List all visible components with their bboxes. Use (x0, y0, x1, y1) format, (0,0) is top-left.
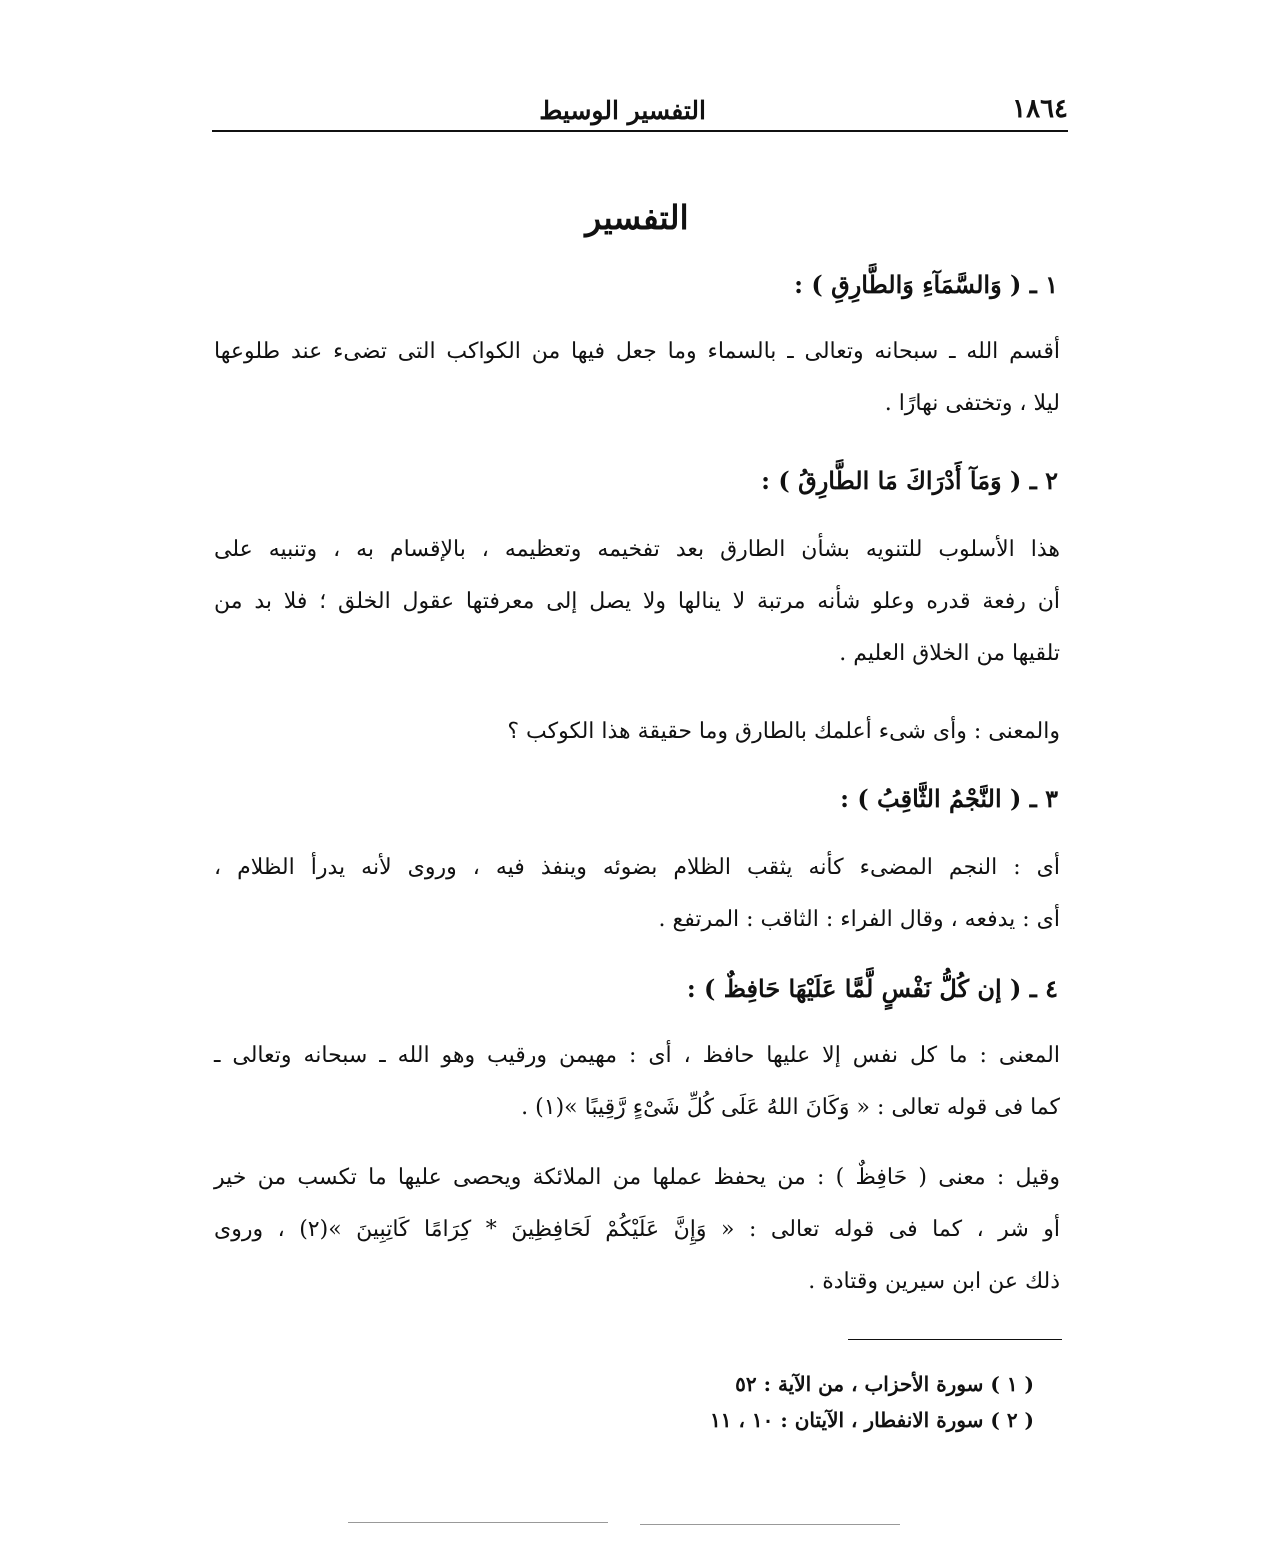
scan-artifact-line (640, 1524, 900, 1525)
paragraph-line: وقيل : معنى ( حَافِظٌ ) : من يحفظ عملها من الملائكة ويحصى عليها ما تكسب من خير (214, 1165, 1060, 1190)
running-title: التفسير الوسيط (539, 96, 706, 125)
commentary-paragraph-2 (214, 524, 1060, 680)
paragraph-line: أى : يدفعه ، وقال الفراء : الثاقب : المرتفع . (658, 907, 1060, 932)
verse-heading-3: ٣ ـ ( النَّجْمُ الثَّاقِبُ ) : (840, 784, 1058, 813)
commentary-paragraph-1 (214, 326, 1060, 430)
paragraph-line: تلقيها من الخلاق العليم . (839, 641, 1060, 666)
paragraph-line: أى : النجم المضىء كأنه يثقب الظلام بضوئه وينفذ فيه ، وروى لأنه يدرأ الظلام ، (214, 855, 1060, 880)
section-title: التفسير (585, 198, 689, 237)
footnote-1: ( ١ ) سورة الأحزاب ، من الآية : ٥٢ (735, 1372, 1034, 1396)
commentary-paragraph-4 (214, 842, 1060, 946)
page-number: ١٨٦٤ (1012, 94, 1068, 124)
verse-heading-2: ٢ ـ ( وَمَآ أَدْرَاكَ مَا الطَّارِقُ ) : (761, 466, 1058, 495)
header-rule (212, 130, 1068, 132)
verse-heading-1: ١ ـ ( وَالسَّمَآءِ وَالطَّارِقِ ) : (794, 270, 1058, 299)
paragraph-line: المعنى : ما كل نفس إلا عليها حافظ ، أى : مهيمن ورقيب وهو الله ـ سبحانه وتعالى ـ (214, 1043, 1060, 1068)
verse-heading-4: ٤ ـ ( إن كُلُّ نَفْسٍ لَّمَّا عَلَيْهَا حَافِظٌ ) : (686, 974, 1058, 1003)
scan-artifact-line (348, 1522, 608, 1523)
footnote-2: ( ٢ ) سورة الانفطار ، الآيتان : ١٠ ، ١١ (710, 1408, 1034, 1432)
paragraph-line: ذلك عن ابن سيرين وقتادة . (808, 1269, 1060, 1294)
commentary-paragraph-6 (214, 1152, 1060, 1308)
paragraph-line: ليلا ، وتختفى نهارًا . (884, 391, 1060, 416)
paragraph-line: أن رفعة قدره وعلو شأنه مرتبة لا ينالها ولا يصل إلى معرفتها عقول الخلق ؛ فلا بد من (214, 589, 1060, 614)
paragraph-line: كما فى قوله تعالى : « وَكَانَ اللهُ عَلَى كُلِّ شَىْءٍ رَّقِيبًا »(١) . (521, 1095, 1060, 1120)
footnote-rule (848, 1339, 1062, 1340)
paragraph-line: هذا الأسلوب للتنويه بشأن الطارق بعد تفخيمه وتعظيمه ، بالإقسام به ، وتنبيه على (214, 537, 1060, 562)
paragraph-line: أقسم الله ـ سبحانه وتعالى ـ بالسماء وما جعل فيها من الكواكب التى تضىء عند طلوعها (214, 339, 1060, 364)
commentary-paragraph-5 (214, 1030, 1060, 1134)
commentary-paragraph-3 (214, 706, 1060, 758)
paragraph-line: أو شر ، كما فى قوله تعالى : « وَإِنَّ عَلَيْكُمْ لَحَافِظِينَ * كِرَامًا كَاتِبِينَ »(٢) ، وروى (214, 1217, 1061, 1242)
paragraph-line: والمعنى : وأى شىء أعلمك بالطارق وما حقيقة هذا الكوكب ؟ (507, 719, 1060, 744)
